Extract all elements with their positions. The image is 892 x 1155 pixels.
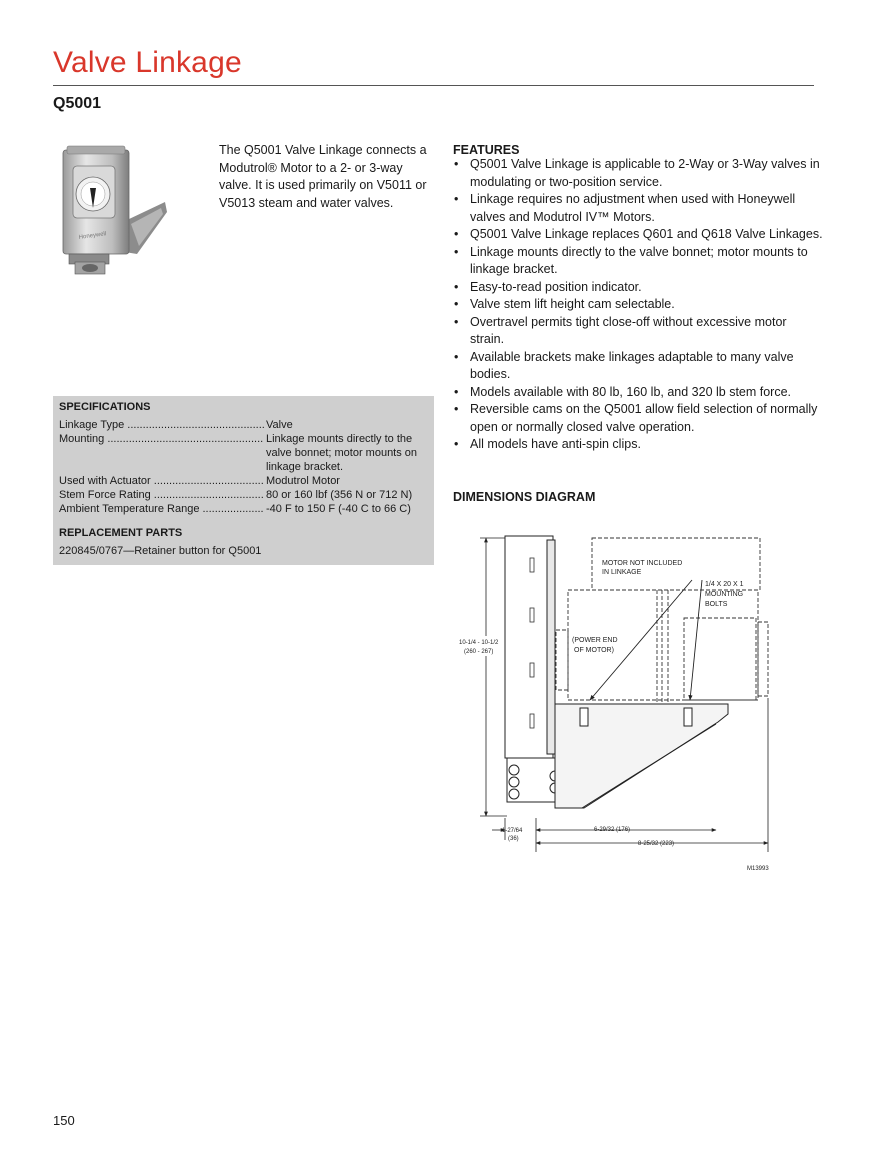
- feature-item: [453, 401, 823, 436]
- features-list: [453, 156, 823, 454]
- bolts-note-line1: 1/4 X 20 X 1: [705, 581, 744, 588]
- bolts-note-line2: MOUNTING: [705, 591, 744, 598]
- feature-text: Q5001 Valve Linkage replaces Q601 and Q618 Valve Linkages.: [470, 227, 823, 241]
- page-title: Valve Linkage: [53, 46, 242, 79]
- offset-dimension-label: 1-27/64: [502, 828, 523, 834]
- linkage-body: [505, 536, 728, 808]
- offset-dimension-metric: (36): [508, 836, 519, 842]
- spec-value: -40 F to 150 F (-40 C to 66 C): [264, 502, 434, 516]
- dimensions-heading: DIMENSIONS DIAGRAM: [453, 490, 596, 504]
- bullet: •: [454, 349, 459, 364]
- feature-text: Linkage mounts directly to the valve bonnet; motor mounts to linkage bracket.: [470, 244, 808, 276]
- bullet: •: [454, 157, 459, 171]
- feature-item: [453, 191, 823, 226]
- bullet: •: [454, 192, 459, 206]
- bullet: •: [454, 227, 459, 241]
- dimensions-diagram: [452, 518, 792, 878]
- feature-text: Overtravel permits tight close-off without excessive motor strain.: [470, 314, 787, 346]
- feature-text: Valve stem lift height cam selectable.: [470, 297, 675, 311]
- bullet: •: [454, 279, 459, 294]
- feature-text: Reversible cams on the Q5001 allow field selection of normally open or normally closed valve operation.: [470, 402, 818, 434]
- spec-label: Linkage Type .....: [59, 418, 265, 432]
- bullet: •: [454, 437, 459, 451]
- power-end-line1: (POWER END: [572, 637, 618, 644]
- specifications-heading: SPECIFICATIONS: [59, 401, 151, 413]
- feature-text: Models available with 80 lb, 160 lb, and 320 lb stem force.: [470, 384, 792, 399]
- feature-item: [453, 384, 823, 402]
- model-heading: Q5001: [53, 95, 102, 112]
- feature-item: [453, 156, 823, 191]
- bullet: •: [454, 384, 459, 399]
- width-dimension-overall: 8-25/32 (223): [638, 841, 675, 847]
- feature-text: Linkage requires no adjustment when used with Honeywell valves and Modutrol IV™ Motors.: [470, 192, 796, 224]
- replacement-part-number: 220845/0767—: [59, 545, 135, 557]
- feature-item: [453, 244, 823, 279]
- spec-value: Valve: [264, 418, 434, 432]
- product-photo: [55, 142, 167, 282]
- feature-text: Easy-to-read position indicator.: [470, 279, 642, 294]
- page-number: 150: [53, 1113, 75, 1128]
- motor-note-line2: IN LINKAGE: [602, 569, 642, 576]
- feature-text: All models have anti-spin clips.: [470, 437, 641, 451]
- bullet: •: [454, 244, 459, 259]
- motor-note-line1: MOTOR NOT INCLUDED: [602, 560, 683, 567]
- height-dimension-metric: (260 - 267): [464, 649, 494, 655]
- spec-label: Mounting .....: [59, 432, 265, 446]
- spec-value: Linkage mounts directly to the valve bonnet; motor mounts on linkage bracket.: [264, 432, 434, 474]
- figure-id: M13993: [747, 866, 769, 872]
- replacement-parts-heading: REPLACEMENT PARTS: [59, 527, 183, 539]
- features-heading: FEATURES: [453, 143, 520, 157]
- spec-label: Ambient Temperature Range .....: [59, 502, 265, 516]
- feature-text: Available brackets make linkages adaptable to many valve bodies.: [470, 349, 794, 381]
- bullet: •: [454, 402, 459, 416]
- title-rule: [53, 85, 814, 86]
- spec-value: 80 or 160 lbf (356 N or 712 N): [264, 488, 434, 502]
- width-dimension-inner: 6-29/32 (176): [594, 827, 631, 833]
- spec-label: Used with Actuator .....: [59, 474, 265, 488]
- bullet: •: [454, 297, 459, 311]
- feature-item: [453, 314, 823, 349]
- feature-item: [453, 226, 823, 244]
- feature-text: Q5001 Valve Linkage is applicable to 2-Way or 3-Way valves in modulating or two-position service.: [470, 157, 820, 189]
- spec-value: Modutrol Motor: [264, 474, 434, 488]
- feature-item: [453, 279, 823, 297]
- spec-label: Stem Force Rating .....: [59, 488, 265, 502]
- power-end-line2: OF MOTOR): [574, 647, 614, 654]
- specifications-box: [53, 396, 434, 565]
- photo-brand-text: Honeywell: [78, 231, 107, 241]
- height-dimension-label: 10-1/4 - 10-1/2: [459, 640, 499, 646]
- feature-item: [453, 296, 823, 314]
- feature-item: [453, 349, 823, 384]
- intro-paragraph: The Q5001 Valve Linkage connects a Modutrol® Motor to a 2- or 3-way valve. It is used primarily on V5011 or V5013 steam and water valves.: [219, 143, 427, 210]
- bullet: •: [454, 314, 459, 329]
- bolts-note-line3: BOLTS: [705, 601, 728, 608]
- replacement-part-line: [59, 545, 261, 557]
- replacement-part-description: Retainer button for Q5001: [134, 545, 262, 557]
- bolt-arrow-right: [690, 580, 702, 700]
- feature-item: [453, 436, 823, 454]
